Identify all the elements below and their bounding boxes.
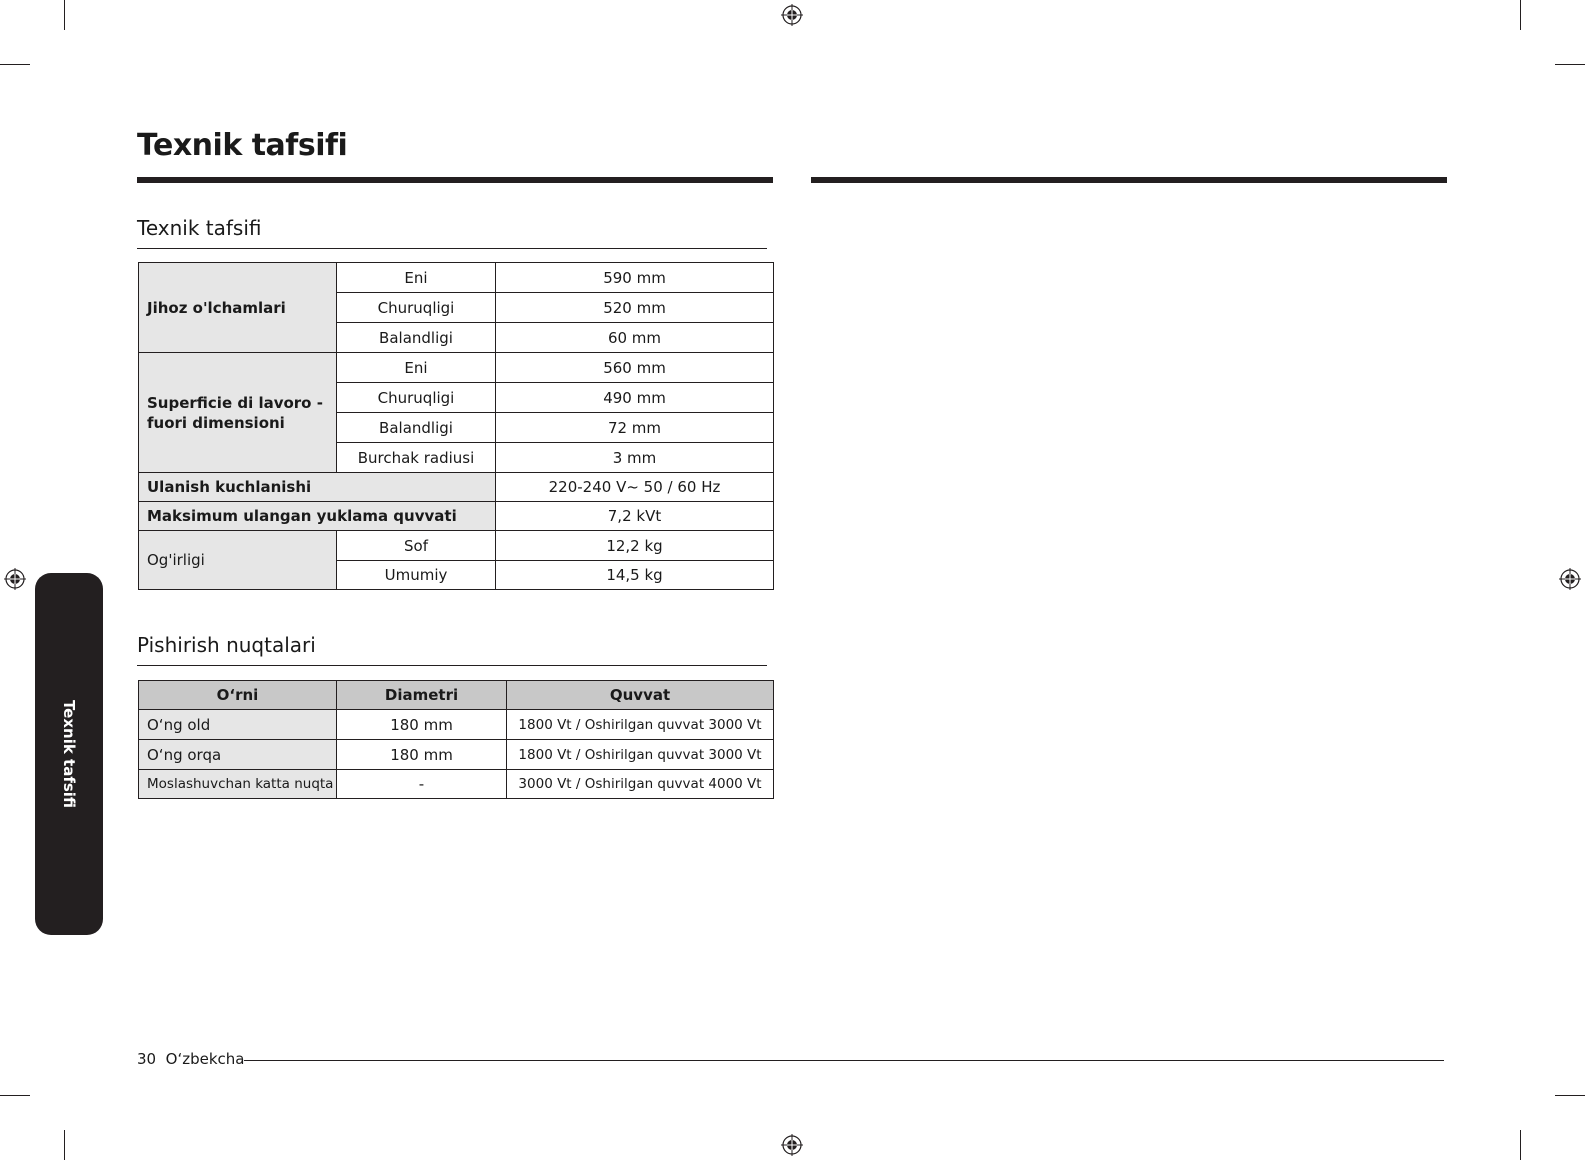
param-cell: Balandligi (337, 323, 496, 353)
max-load-value: 7,2 kVt (496, 502, 774, 531)
param-cell: Churuqligi (337, 383, 496, 413)
value-cell: 560 mm (496, 353, 774, 383)
group-label: Jihoz o'lchamlari (139, 263, 337, 353)
footer-language: O‘zbekcha (165, 1050, 245, 1068)
param-cell: Eni (337, 263, 496, 293)
crop-mark (64, 0, 65, 30)
voltage-value: 220-240 V~ 50 / 60 Hz (496, 473, 774, 502)
power-cell: 1800 Vt / Oshirilgan quvvat 3000 Vt (507, 710, 774, 740)
registration-mark-icon (781, 4, 803, 26)
position-cell: Moslashuvchan katta nuqta (139, 770, 337, 799)
param-cell: Eni (337, 353, 496, 383)
side-tab-label: Texnik tafsifi (60, 699, 78, 809)
page-title: Texnik tafsifi (137, 128, 348, 163)
crop-mark (1555, 64, 1585, 65)
param-cell: Churuqligi (337, 293, 496, 323)
registration-mark-icon (781, 1134, 803, 1156)
title-rule-left (137, 177, 773, 183)
diameter-cell: 180 mm (337, 740, 507, 770)
footer (137, 1050, 244, 1068)
power-cell: 1800 Vt / Oshirilgan quvvat 3000 Vt (507, 740, 774, 770)
value-cell: 72 mm (496, 413, 774, 443)
title-rule-right (811, 177, 1447, 183)
crop-mark (0, 1095, 30, 1096)
position-cell: O‘ng old (139, 710, 337, 740)
value-cell: 60 mm (496, 323, 774, 353)
section-rule (137, 248, 767, 249)
value-cell: 490 mm (496, 383, 774, 413)
page-number: 30 (137, 1050, 157, 1068)
position-cell: O‘ng orqa (139, 740, 337, 770)
registration-mark-icon (1559, 568, 1581, 590)
value-cell: 14,5 kg (496, 561, 774, 590)
column-header: Diametri (337, 681, 507, 710)
crop-mark (64, 1130, 65, 1160)
crop-mark (0, 64, 30, 65)
column-header: Quvvat (507, 681, 774, 710)
power-cell: 3000 Vt / Oshirilgan quvvat 4000 Vt (507, 770, 774, 799)
param-cell: Burchak radiusi (337, 443, 496, 473)
value-cell: 12,2 kg (496, 531, 774, 561)
crop-mark (1555, 1095, 1585, 1096)
crop-mark (1520, 0, 1521, 30)
cooking-section-title: Pishirish nuqtalari (137, 633, 316, 657)
voltage-label: Ulanish kuchlanishi (139, 473, 496, 502)
specs-section-title: Texnik tafsifi (137, 216, 262, 240)
weight-label: Og'irligi (139, 531, 337, 590)
section-rule (137, 665, 767, 666)
footer-rule (244, 1060, 1444, 1061)
specs-table (138, 262, 774, 590)
param-cell: Sof (337, 531, 496, 561)
diameter-cell: 180 mm (337, 710, 507, 740)
param-cell: Umumiy (337, 561, 496, 590)
crop-mark (1520, 1130, 1521, 1160)
table-row (139, 770, 774, 799)
value-cell: 3 mm (496, 443, 774, 473)
group-label: Superficie di lavoro - fuori dimensioni (139, 353, 337, 473)
value-cell: 590 mm (496, 263, 774, 293)
table-row (139, 740, 774, 770)
registration-mark-icon (4, 568, 26, 590)
diameter-cell: - (337, 770, 507, 799)
max-load-label: Maksimum ulangan yuklama quvvati (139, 502, 496, 531)
side-chapter-tab (35, 573, 103, 935)
value-cell: 520 mm (496, 293, 774, 323)
table-row (139, 710, 774, 740)
column-header: O‘rni (139, 681, 337, 710)
param-cell: Balandligi (337, 413, 496, 443)
cooking-table (138, 680, 774, 799)
